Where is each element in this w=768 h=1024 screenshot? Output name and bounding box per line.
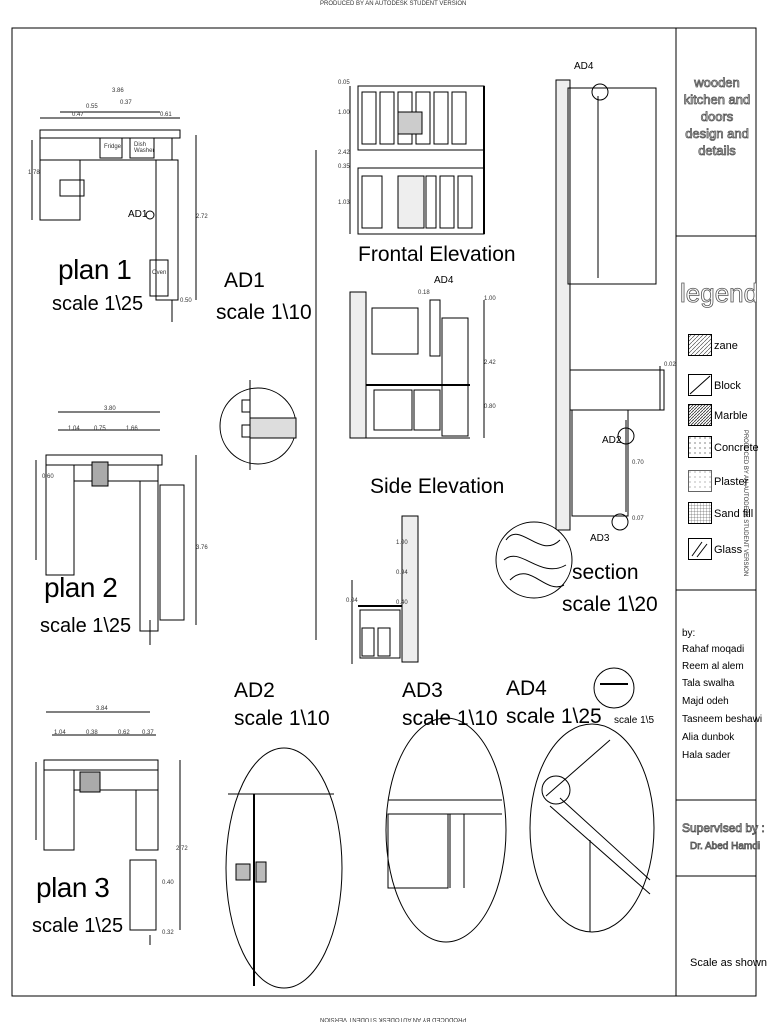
author-2: Reem al alem [682,661,744,672]
legend-item-glass: Glass [688,538,758,560]
side-elevation-callout: AD4 [434,275,454,286]
section-callout-ad4: AD4 [574,61,594,72]
frontal-dim-d: 0.35 [338,164,350,170]
section-dim-a: 0.02 [664,362,676,368]
detail-dim-c: 0.40 [396,600,408,606]
plan2-dim-b: 0.75 [94,426,106,432]
plan1-dim-d: 0.61 [160,112,172,118]
plan1-scale: scale 1\25 [52,293,144,315]
block-swatch [688,374,712,396]
legend-item-zane: zane [688,334,758,356]
legend-item-plaster: Plaster [688,470,758,492]
project-title: wooden kitchen and doors design and details [683,75,751,158]
fridge-label: Fridge [104,144,122,150]
side-dim-a: 0.18 [418,290,430,296]
frontal-dim-e: 1.03 [338,200,350,206]
ad1-scale: scale 1\10 [216,301,312,324]
ad3-detail-circle [386,718,506,942]
side-elevation-title: Side Elevation [370,475,505,498]
side-dim-b: 2.42 [484,360,496,366]
plan3-dim-b: 0.38 [86,730,98,736]
author-7: Hala sader [682,750,731,761]
plan1-dim-f: 2.72 [196,214,208,220]
legend-title: legend [680,278,759,308]
author-3: Tala swalha [682,678,735,689]
plan2-dim-a: 1.04 [68,426,80,432]
dishwasher-label: Dish Washer [134,142,155,154]
scale-note: Scale as shown [690,957,768,969]
ad2-title: AD2 [234,679,275,702]
plan2-scale: scale 1\25 [40,615,132,637]
author-4: Majd odeh [682,696,729,707]
side-elevation-drawing [350,292,484,438]
plaster-swatch [688,470,712,492]
section-callout-ad3: AD3 [590,533,610,544]
plan1-dim-e: 1.78 [28,170,40,176]
plan1-title: plan 1 [58,254,132,285]
frontal-dim-b: 0.05 [338,80,350,86]
sand-fill-swatch [688,502,712,524]
detail-dim-b: 0.94 [396,570,408,576]
plan3-dim-e: 2.72 [176,846,188,852]
plan2-dim-d: 3.76 [196,545,208,551]
plan2-dim-overall: 3.80 [104,406,116,412]
legend-item-marble: Marble [688,404,758,426]
ad3-title: AD3 [402,679,443,702]
ad4-title: AD4 [506,677,547,700]
oven-label: Oven [152,270,167,276]
ad4-inset-scale: scale 1\5 [614,715,655,726]
frontal-elevation-drawing [350,86,484,234]
plan1-callout: AD1 [128,209,148,220]
side-dim-c: 0.80 [484,404,496,410]
section-dim-c: 0.07 [632,516,644,522]
ad2-scale: scale 1\10 [234,707,330,730]
plan3-title: plan 3 [36,872,110,903]
detail-dim-a: 1.00 [396,540,408,546]
plan3-drawing [36,712,180,945]
plan3-dim-overall: 3.84 [96,706,108,712]
plan2-dim-e: 0.60 [42,474,54,480]
ad2-detail-circle [226,748,342,988]
plan2-dim-c: 1.66 [126,426,138,432]
ad1-title: AD1 [224,269,265,292]
section-dim-b: 0.70 [632,460,644,466]
author-6: Alia dunbok [682,732,735,743]
plan2-title: plan 2 [44,572,118,603]
frontal-dim-c: 2.42 [338,150,350,156]
plan3-dim-f: 0.40 [162,880,174,886]
plan1-dim-g: 0.50 [180,298,192,304]
plan1-dim-a: 0.55 [86,104,98,110]
marble-swatch [688,404,712,426]
plan3-dim-g: 0.32 [162,930,174,936]
legend-item-block: Block [688,374,758,396]
section-title: section [572,561,639,584]
legend-item-sand-fill: Sand fill [688,502,758,524]
supervisor-name: Dr. Abed Hamdi [690,841,761,852]
ad4-scale: scale 1\25 [506,705,602,728]
plan2-drawing [36,412,196,645]
frontal-dim-a: 1.00 [338,110,350,116]
ad1-detail-circle [220,380,296,470]
supervised-label: Supervised by : [682,821,765,835]
by-label: by: [682,628,696,639]
author-1: Rahaf moqadi [682,644,745,655]
concrete-swatch [688,436,712,458]
plan3-dim-d: 0.37 [142,730,154,736]
plan3-scale: scale 1\25 [32,915,124,937]
plan1-dim-b: 0.37 [120,100,132,106]
plan3-dim-a: 1.04 [54,730,66,736]
edge-text-top: PRODUCED BY AN AUTODESK STUDENT VERSION [320,1,467,7]
section-scale: scale 1\20 [562,593,658,616]
edge-text-bottom: PRODUCED BY AN AUTODESK STUDENT VERSION [320,1016,467,1022]
plan1-dim-c: 0.47 [72,112,84,118]
side-dim-d: 1.00 [484,296,496,302]
frontal-elevation-title: Frontal Elevation [358,243,516,266]
plan3-dim-c: 0.62 [118,730,130,736]
plan1-dim-overall: 3.86 [112,88,124,94]
section-callout-ad2: AD2 [602,435,622,446]
ad3-scale: scale 1\10 [402,707,498,730]
edge-text-right: PRODUCED BY AN AUTODESK STUDENT VERSION [742,429,749,577]
zane-swatch [688,334,712,356]
legend-item-concrete: Concrete [688,436,758,458]
small-elevation-drawing [352,516,418,664]
detail-dim-d: 0.04 [346,598,358,604]
author-5: Tasneem beshawi [682,714,763,725]
glass-swatch [688,538,712,560]
